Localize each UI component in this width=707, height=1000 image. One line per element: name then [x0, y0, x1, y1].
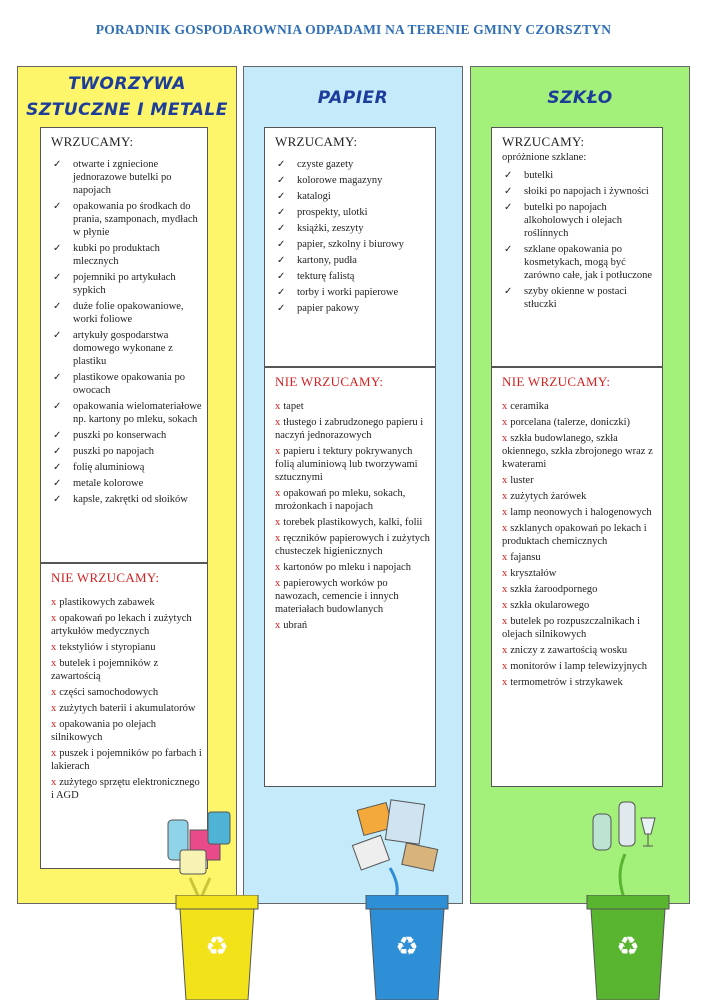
list-item-text: opakowań po mleku, sokach, mrożonkach i napojach [275, 488, 406, 512]
blue-bin [362, 895, 452, 1000]
list-item-text: opakowania wielomateriałowe np. kartony po mleku, sokach [73, 401, 202, 425]
x-mark-icon: x [502, 491, 508, 502]
reject-list [265, 400, 435, 632]
list-item [277, 254, 431, 267]
checkmark-icon: ✓ [504, 170, 513, 181]
list-item-text: torby i worki papierowe [297, 287, 399, 298]
list-item-text: folię aluminiową [73, 462, 145, 473]
list-item-text: torebek plastikowych, kalki, folii [283, 517, 423, 528]
x-mark-icon: x [502, 507, 508, 518]
list-item [502, 506, 658, 519]
list-item [504, 201, 658, 240]
list-item [53, 493, 203, 506]
list-item [51, 596, 203, 609]
accept-panel [491, 127, 663, 367]
checkmark-icon: ✓ [53, 330, 62, 341]
list-item [51, 686, 203, 699]
checkmark-icon: ✓ [53, 478, 62, 489]
list-item-text: puszki po napojach [73, 446, 155, 457]
column-header-glass: SZKŁO [547, 88, 613, 108]
list-item [502, 551, 658, 564]
list-item [275, 561, 431, 574]
checkmark-icon: ✓ [504, 202, 513, 213]
x-mark-icon: x [502, 552, 508, 563]
list-item-text: szkła okularowego [510, 600, 590, 611]
checkmark-icon: ✓ [277, 191, 286, 202]
list-item [53, 477, 203, 490]
list-item-text: pojemniki po artykułach sypkich [73, 272, 176, 296]
checkmark-icon: ✓ [53, 494, 62, 505]
list-item [504, 285, 658, 311]
list-item-text: kolorowe magazyny [297, 175, 383, 186]
list-item-text: tłustego i zabrudzonego papieru i naczyń jednorazowych [275, 417, 424, 441]
list-item-text: kubki po produktach mlecznych [73, 243, 160, 267]
list-item [275, 577, 431, 616]
list-item [53, 400, 203, 426]
x-mark-icon: x [275, 562, 281, 573]
column-glass [470, 66, 690, 904]
list-item [502, 474, 658, 487]
list-item [51, 747, 203, 773]
yellow-bin [172, 895, 262, 1000]
x-mark-icon: x [502, 417, 508, 428]
checkmark-icon: ✓ [504, 244, 513, 255]
x-mark-icon: x [502, 401, 508, 412]
glass-waste-illustration [585, 798, 675, 908]
list-item [504, 185, 658, 198]
list-item-text: luster [510, 475, 534, 486]
list-item-text: tapet [283, 401, 304, 412]
list-item [51, 641, 203, 654]
x-mark-icon: x [51, 777, 57, 788]
x-mark-icon: x [275, 578, 281, 589]
header-line2: SZTUCZNE I METALE [26, 100, 228, 120]
list-item [51, 718, 203, 744]
list-item [277, 270, 431, 283]
x-mark-icon: x [502, 568, 508, 579]
list-item-text: szklanych opakowań po lekach i produktach chemicznych [502, 523, 647, 547]
recycle-icon: ♻ [616, 932, 640, 962]
x-mark-icon: x [502, 661, 508, 672]
accept-list [265, 158, 435, 315]
list-item [502, 416, 658, 429]
column-plastics-metals [17, 66, 237, 904]
recycle-icon: ♻ [395, 932, 419, 962]
x-mark-icon: x [51, 597, 57, 608]
x-mark-icon: x [502, 475, 508, 486]
accept-subtitle: opróżnione szklane: [502, 152, 587, 163]
checkmark-icon: ✓ [277, 303, 286, 314]
list-item-text: papier, szkolny i biurowy [297, 239, 404, 250]
list-item-text: plastikowych zabawek [59, 597, 155, 608]
list-item-text: monitorów i lamp telewizyjnych [510, 661, 648, 672]
list-item [502, 583, 658, 596]
list-item-text: butelki po napojach alkoholowych i olejach roślinnych [524, 202, 622, 239]
list-item [502, 400, 658, 413]
checkmark-icon: ✓ [277, 255, 286, 266]
reject-panel [491, 367, 663, 787]
list-item-text: zużytych baterii i akumulatorów [59, 703, 196, 714]
page-title: PORADNIK GOSPODAROWNIA ODPADAMI NA TERENIE GMINY CZORSZTYN [95, 22, 612, 37]
x-mark-icon: x [51, 642, 57, 653]
accept-title: WRZUCAMY: [51, 134, 134, 149]
x-mark-icon: x [275, 517, 281, 528]
accept-title: WRZUCAMY: [502, 134, 585, 149]
list-item-text: fajansu [510, 552, 541, 563]
list-item-text: książki, zeszyty [297, 223, 364, 234]
green-bin [583, 895, 673, 1000]
list-item-text: szyby okienne w postaci stłuczki [524, 286, 627, 310]
list-item [275, 400, 431, 413]
checkmark-icon: ✓ [53, 462, 62, 473]
list-item [53, 371, 203, 397]
checkmark-icon: ✓ [53, 446, 62, 457]
column-header-paper: PAPIER [317, 88, 389, 108]
checkmark-icon: ✓ [53, 272, 62, 283]
list-item-text: zużytych żarówek [510, 491, 587, 502]
x-mark-icon: x [502, 584, 508, 595]
x-mark-icon: x [51, 613, 57, 624]
list-item-text: ręczników papierowych i zużytych chusteczek higienicznych [275, 533, 430, 557]
x-mark-icon: x [51, 748, 57, 759]
x-mark-icon: x [51, 719, 57, 730]
x-mark-icon: x [502, 677, 508, 688]
checkmark-icon: ✓ [504, 286, 513, 297]
list-item [277, 302, 431, 315]
x-mark-icon: x [275, 488, 281, 499]
list-item [275, 487, 431, 513]
x-mark-icon: x [275, 401, 281, 412]
list-item-text: butelek i pojemników z zawartością [51, 658, 159, 682]
list-item-text: tekturę falistą [297, 271, 355, 282]
list-item [275, 619, 431, 632]
list-item [502, 599, 658, 612]
list-item-text: ubrań [283, 620, 308, 631]
list-item-text: papierowych worków po nawozach, cemencie i innych materiałach budowlanych [275, 578, 399, 615]
x-mark-icon: x [275, 417, 281, 428]
list-item [51, 657, 203, 683]
checkmark-icon: ✓ [53, 401, 62, 412]
x-mark-icon: x [275, 446, 281, 457]
list-item [275, 532, 431, 558]
list-item [53, 300, 203, 326]
list-item [53, 461, 203, 474]
list-item [277, 206, 431, 219]
list-item-text: słoiki po napojach i żywności [524, 186, 649, 197]
list-item [277, 174, 431, 187]
list-item-text: lamp neonowych i halogenowych [510, 507, 652, 518]
reject-list [492, 400, 662, 689]
list-item-text: kryształów [510, 568, 557, 579]
checkmark-icon: ✓ [53, 372, 62, 383]
reject-title: NIE WRZUCAMY: [275, 374, 384, 389]
list-item-text: opakowań po lekach i zużytych artykułów medycznych [51, 613, 192, 637]
x-mark-icon: x [502, 645, 508, 656]
list-item [502, 490, 658, 503]
x-mark-icon: x [502, 600, 508, 611]
list-item-text: czyste gazety [297, 159, 354, 170]
checkmark-icon: ✓ [53, 430, 62, 441]
accept-list [41, 158, 207, 506]
list-item-text: otwarte i zgniecione jednorazowe butelki po napojach [73, 159, 172, 196]
x-mark-icon: x [275, 533, 281, 544]
list-item-text: plastikowe opakowania po owocach [73, 372, 185, 396]
list-item-text: puszek i pojemników po farbach i lakierach [51, 748, 202, 772]
list-item [502, 522, 658, 548]
list-item [275, 516, 431, 529]
x-mark-icon: x [502, 523, 508, 534]
reject-list [41, 596, 207, 802]
recycle-icon: ♻ [205, 932, 229, 962]
checkmark-icon: ✓ [53, 243, 62, 254]
checkmark-icon: ✓ [277, 271, 286, 282]
checkmark-icon: ✓ [277, 287, 286, 298]
list-item [502, 644, 658, 657]
list-item-text: kartonów po mleku i napojach [283, 562, 411, 573]
list-item-text: artykuły gospodarstwa domowego wykonane z plastiku [73, 330, 173, 367]
list-item [53, 329, 203, 368]
plastic-waste-illustration [160, 800, 250, 910]
list-item-text: szkła budowlanego, szkła okiennego, szkła zbrojonego wraz z kwaterami [502, 433, 653, 470]
list-item [277, 286, 431, 299]
list-item [502, 615, 658, 641]
list-item [53, 158, 203, 197]
list-item-text: opakowania po olejach silnikowych [51, 719, 157, 743]
paper-waste-illustration [350, 798, 450, 908]
list-item-text: puszki po konserwach [73, 430, 167, 441]
list-item-text: kapsle, zakrętki od słoików [73, 494, 188, 505]
x-mark-icon: x [502, 433, 508, 444]
x-mark-icon: x [51, 658, 57, 669]
list-item [277, 190, 431, 203]
checkmark-icon: ✓ [53, 159, 62, 170]
x-mark-icon: x [275, 620, 281, 631]
list-item-text: części samochodowych [59, 687, 159, 698]
list-item [51, 776, 203, 802]
list-item-text: opakowania po środkach do prania, szamponach, mydłach w płynie [73, 201, 198, 238]
checkmark-icon: ✓ [277, 239, 286, 250]
x-mark-icon: x [51, 703, 57, 714]
list-item [277, 222, 431, 235]
list-item-text: porcelana (talerze, doniczki) [510, 417, 631, 428]
list-item [53, 200, 203, 239]
accept-list [492, 169, 662, 311]
list-item [53, 242, 203, 268]
list-item [53, 429, 203, 442]
list-item [504, 169, 658, 182]
list-item-text: papier pakowy [297, 303, 360, 314]
list-item [53, 445, 203, 458]
list-item-text: kartony, pudła [297, 255, 357, 266]
accept-panel [40, 127, 208, 563]
checkmark-icon: ✓ [277, 207, 286, 218]
list-item [275, 445, 431, 484]
checkmark-icon: ✓ [277, 175, 286, 186]
column-paper [243, 66, 463, 904]
list-item [502, 432, 658, 471]
list-item [277, 158, 431, 171]
list-item-text: szkła żaroodpornego [510, 584, 598, 595]
list-item [502, 660, 658, 673]
list-item [502, 567, 658, 580]
list-item [504, 243, 658, 282]
accept-panel [264, 127, 436, 367]
list-item [275, 416, 431, 442]
list-item-text: zużytego sprzętu elektronicznego i AGD [51, 777, 200, 801]
list-item [277, 238, 431, 251]
list-item-text: butelki [524, 170, 554, 181]
list-item-text: papieru i tektury pokrywanych folią aluminiową lub tworzywami sztucznymi [275, 446, 418, 483]
x-mark-icon: x [51, 687, 57, 698]
checkmark-icon: ✓ [53, 301, 62, 312]
list-item-text: ceramika [510, 401, 549, 412]
list-item [502, 676, 658, 689]
list-item [51, 702, 203, 715]
column-header-plastics [18, 71, 236, 123]
list-item-text: katalogi [297, 191, 331, 202]
header-line1: TWORZYWA [68, 74, 186, 94]
checkmark-icon: ✓ [53, 201, 62, 212]
accept-title: WRZUCAMY: [275, 134, 358, 149]
checkmark-icon: ✓ [504, 186, 513, 197]
list-item-text: szklane opakowania po kosmetykach, mogą być zarówno całe, jak i potłuczone [524, 244, 652, 281]
checkmark-icon: ✓ [277, 223, 286, 234]
reject-title: NIE WRZUCAMY: [51, 570, 160, 585]
list-item [51, 612, 203, 638]
list-item-text: metale kolorowe [73, 478, 144, 489]
checkmark-icon: ✓ [277, 159, 286, 170]
list-item-text: termometrów i strzykawek [510, 677, 623, 688]
reject-title: NIE WRZUCAMY: [502, 374, 611, 389]
list-item [53, 271, 203, 297]
list-item-text: prospekty, ulotki [297, 207, 368, 218]
list-item-text: butelek po rozpuszczalnikach i olejach silnikowych [502, 616, 640, 640]
reject-panel [264, 367, 436, 787]
x-mark-icon: x [502, 616, 508, 627]
list-item-text: duże folie opakowaniowe, worki foliowe [73, 301, 184, 325]
list-item-text: tekstyliów i styropianu [59, 642, 156, 653]
list-item-text: zniczy z zawartością wosku [510, 645, 628, 656]
